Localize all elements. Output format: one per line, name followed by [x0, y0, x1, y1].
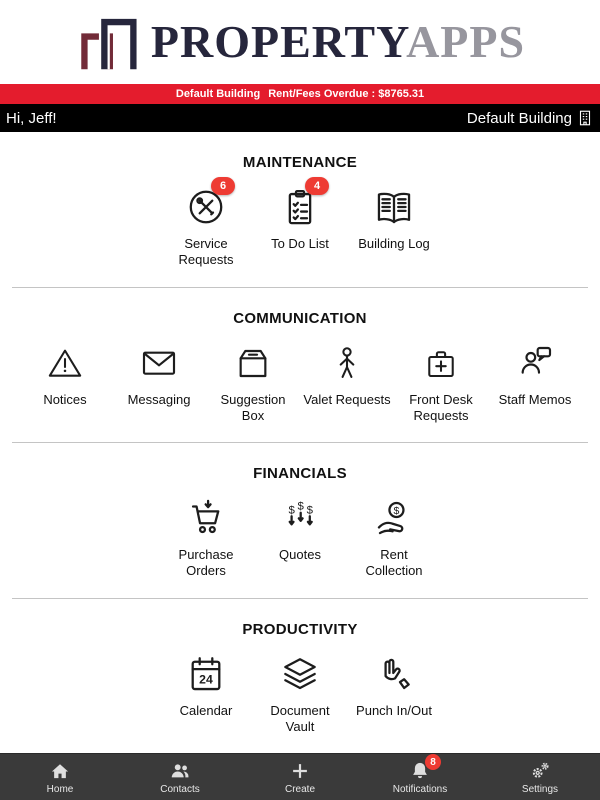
- section-title: COMMUNICATION: [233, 309, 367, 327]
- icon-wrap: [183, 652, 229, 696]
- nav-label: Create: [284, 784, 315, 795]
- staff-memos-icon: [515, 343, 555, 383]
- menu-item-label: Front Desk Requests: [409, 391, 473, 423]
- icon-wrap: [371, 496, 417, 540]
- service-requests-badge: 6: [211, 177, 235, 195]
- building-selector-label: Default Building: [466, 109, 572, 127]
- menu-item-rent-collection[interactable]: [350, 496, 438, 580]
- section-title: MAINTENANCE: [242, 154, 358, 171]
- app-header: [0, 0, 600, 84]
- menu-item-label: Suggestion Box: [220, 391, 286, 423]
- icon-wrap: [136, 341, 182, 385]
- menu-item-label: Valet Requests: [303, 391, 391, 407]
- purchase-orders-icon: [185, 497, 227, 539]
- home-icon: [49, 760, 71, 782]
- icon-wrap: [47, 759, 73, 783]
- section-maintenance: [12, 132, 588, 288]
- home-menu: [0, 132, 600, 753]
- menu-item-notices[interactable]: [21, 341, 109, 408]
- notifications-badge: 8: [425, 754, 441, 770]
- menu-item-punch-in-out[interactable]: [350, 652, 438, 719]
- section-title: PRODUCTIVITY: [242, 620, 358, 638]
- icon-wrap: [277, 496, 323, 540]
- menu-item-quotes[interactable]: [256, 496, 344, 563]
- icon-wrap: [183, 180, 229, 229]
- productivity-grid: [162, 652, 438, 736]
- todo-list-badge: 4: [305, 177, 329, 195]
- nav-item-create[interactable]: [240, 754, 360, 800]
- menu-item-suggestion-box[interactable]: [209, 341, 297, 425]
- overdue-message: Rent/Fees Overdue : $8765.31: [268, 88, 425, 100]
- icon-wrap: [512, 341, 558, 385]
- menu-item-messaging[interactable]: [115, 341, 203, 408]
- icon-wrap: [277, 652, 323, 696]
- icon-wrap: [230, 341, 276, 385]
- svg-text:$: $: [306, 504, 313, 517]
- greeting-text: Hi, Jeff!: [6, 109, 57, 127]
- nav-item-home[interactable]: [0, 754, 120, 800]
- greeting-bar: [0, 104, 600, 132]
- financials-grid: [162, 496, 438, 580]
- menu-item-service-requests[interactable]: [162, 180, 250, 269]
- menu-item-building-log[interactable]: [350, 185, 438, 252]
- settings-icon: [528, 760, 552, 782]
- icon-wrap: [324, 341, 370, 385]
- nav-item-notifications[interactable]: [360, 754, 480, 800]
- icon-wrap: [418, 341, 464, 385]
- maintenance-grid: [162, 180, 438, 269]
- menu-item-label: Document Vault: [270, 702, 330, 734]
- building-selector[interactable]: [467, 109, 594, 127]
- brand-apps: APPS: [406, 16, 526, 67]
- brand-property: PROPERTY: [150, 16, 407, 67]
- building-icon: [576, 109, 594, 127]
- icon-wrap: [183, 496, 229, 540]
- nav-label: Contacts: [160, 784, 200, 795]
- svg-text:$: $: [288, 504, 295, 517]
- bottom-nav: [0, 753, 600, 800]
- menu-item-calendar[interactable]: [162, 652, 250, 719]
- menu-item-label: Notices: [43, 391, 87, 407]
- menu-item-purchase-orders[interactable]: [162, 496, 250, 580]
- front-desk-requests-icon: [422, 344, 460, 382]
- notices-icon: [46, 344, 84, 382]
- icon-wrap: [287, 759, 313, 783]
- icon-wrap: [277, 180, 323, 229]
- suggestion-box-icon: [233, 343, 273, 383]
- nav-item-contacts[interactable]: [120, 754, 240, 800]
- menu-item-front-desk-requests[interactable]: [397, 341, 485, 425]
- propertyapps-logo-icon: [75, 13, 141, 71]
- quotes-icon: [279, 497, 321, 539]
- menu-item-label: Quotes: [279, 547, 321, 562]
- overdue-building: Default Building: [175, 88, 261, 100]
- svg-text:$: $: [393, 504, 400, 517]
- overdue-banner[interactable]: [0, 84, 600, 104]
- menu-item-label: Punch In/Out: [356, 702, 432, 718]
- icon-wrap: [42, 341, 88, 385]
- calendar-icon: [185, 653, 227, 695]
- building-log-icon: [371, 186, 417, 228]
- section-title: FINANCIALS: [253, 465, 347, 482]
- menu-item-label: Messaging: [127, 391, 191, 407]
- nav-label: Home: [46, 784, 74, 795]
- calendar-day-number: 24: [199, 671, 213, 686]
- icon-wrap: [527, 759, 553, 783]
- svg-text:$: $: [297, 500, 304, 513]
- valet-requests-icon: [328, 344, 366, 382]
- menu-item-label: Calendar: [179, 702, 233, 718]
- messaging-icon: [139, 343, 179, 383]
- menu-item-staff-memos[interactable]: [491, 341, 579, 408]
- menu-item-todo-list[interactable]: [256, 180, 344, 252]
- create-icon: [289, 760, 311, 782]
- brand-wordmark: [150, 16, 526, 67]
- menu-item-label: Rent Collection: [365, 547, 423, 579]
- rent-collection-icon: [373, 497, 415, 539]
- menu-item-label: Purchase Orders: [178, 547, 234, 579]
- icon-wrap: [371, 185, 417, 229]
- contacts-icon: [168, 760, 192, 782]
- icon-wrap: [407, 756, 436, 783]
- menu-item-label: Service Requests: [178, 236, 234, 268]
- punch-in-out-icon: [373, 653, 415, 695]
- menu-item-label: Building Log: [358, 236, 430, 251]
- document-vault-icon: [279, 653, 321, 695]
- nav-label: Settings: [521, 784, 559, 795]
- section-productivity: [12, 599, 588, 754]
- menu-item-valet-requests[interactable]: [303, 341, 391, 408]
- menu-item-document-vault[interactable]: [256, 652, 344, 736]
- menu-item-label: To Do List: [271, 236, 329, 251]
- nav-label: Notifications: [392, 784, 448, 795]
- icon-wrap: [371, 652, 417, 696]
- menu-item-label: Staff Memos: [498, 391, 572, 407]
- section-financials: [12, 443, 588, 599]
- nav-item-settings[interactable]: [480, 754, 600, 800]
- section-communication: [12, 288, 588, 444]
- icon-wrap: [167, 759, 193, 783]
- communication-grid: [21, 341, 579, 425]
